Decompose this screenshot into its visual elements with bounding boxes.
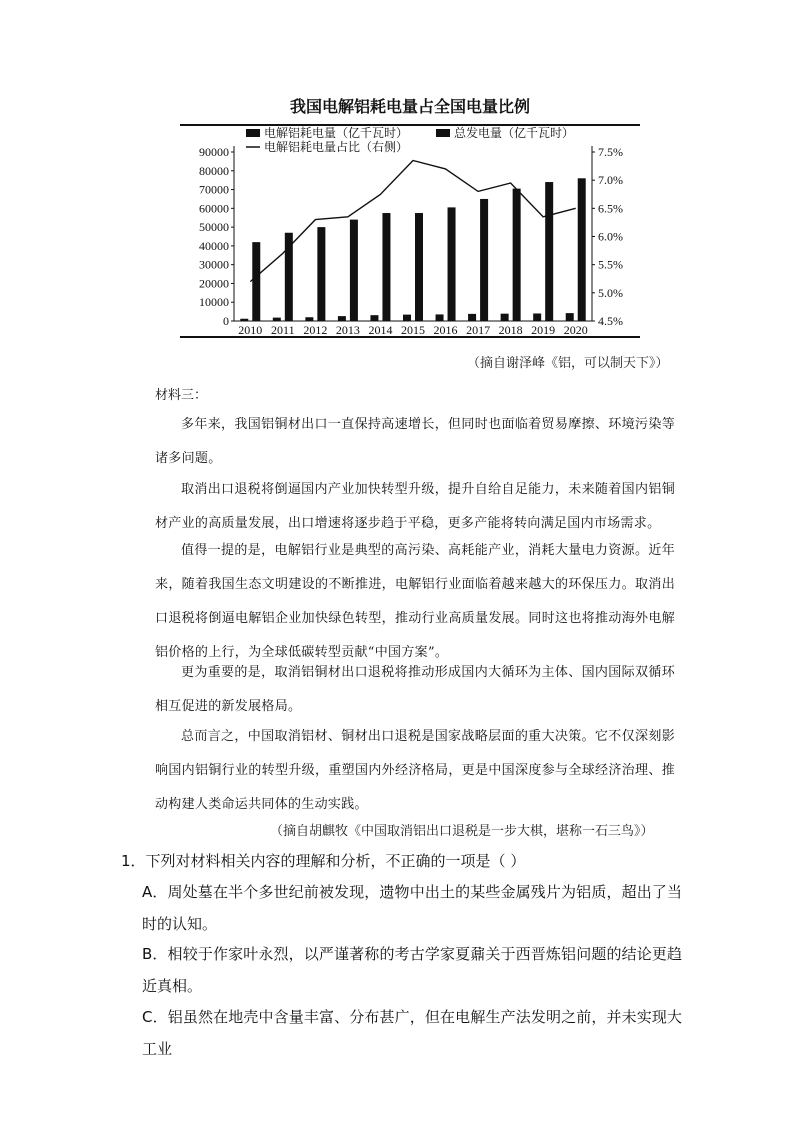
bar-total [480, 199, 488, 321]
bar-total [317, 227, 325, 321]
bar-aluminum [468, 314, 476, 321]
left-tick-label: 0 [223, 314, 229, 328]
left-tick-label: 90000 [199, 145, 229, 159]
left-tick-label: 70000 [199, 182, 229, 197]
bar-aluminum [338, 316, 346, 321]
paragraph-4: 更为重要的是，取消铝铜材出口退税将推动形成国内大循环为主体、国内国际双循环相互促进的新发展格局。 [155, 665, 675, 714]
bar-total [415, 213, 423, 321]
option-b: B．相较于作家叶永烈，以严谨著称的考古学家夏鼐关于西晋炼铝问题的结论更趋近真相。 [142, 945, 682, 995]
right-tick-label: 6.0% [598, 229, 623, 244]
material-label: 材料三： [155, 388, 208, 403]
ratio-line [250, 161, 575, 282]
paragraph-1: 多年来，我国铝铜材出口一直保持高速增长，但同时也面临着贸易摩擦、环境污染等诸多问题。 [155, 417, 675, 466]
left-tick-label: 20000 [199, 276, 229, 291]
legend [246, 125, 574, 154]
x-tick-label: 2016 [433, 323, 458, 337]
bar-total [382, 213, 390, 321]
source-citation-1: （摘自谢泽峰《铝，可以制天下》） [467, 356, 669, 371]
legend-label-ratio: 电解铝耗电量占比（右侧） [264, 140, 409, 154]
source-citation-2: （摘自胡麒牧《中国取消铝出口退税是一步大棋，堪称一石三鸟》） [270, 824, 654, 839]
bar-aluminum [240, 319, 248, 321]
option-c: C．铝虽然在地壳中含量丰富、分布甚广，但在电解生产法发明之前，并未实现大工业 [142, 1008, 682, 1058]
bar-aluminum [370, 315, 378, 321]
bar-total [285, 233, 293, 321]
right-tick-label: 7.5% [598, 145, 623, 159]
left-tick-label: 80000 [199, 163, 229, 178]
bar-aluminum [566, 313, 574, 321]
left-tick-label: 30000 [199, 257, 229, 272]
bar-aluminum [403, 315, 411, 321]
bar-total [448, 207, 456, 321]
right-tick-label: 5.0% [598, 285, 623, 300]
left-tick-label: 60000 [199, 201, 229, 216]
chart [180, 92, 640, 340]
bar-aluminum [501, 314, 509, 321]
right-tick-label: 5.5% [598, 257, 623, 272]
left-tick-label: 40000 [199, 238, 229, 253]
plot-area [199, 145, 623, 337]
paragraph-5: 总而言之，中国取消铝材、铜材出口退税是国家战略层面的重大决策。它不仅深刻影响国内铝铜行业的转型升级，重塑国内外经济格局，更是中国深度参与全球经济治理、推动构建人类命运共同体的生动实践。 [155, 729, 675, 812]
x-tick-label: 2018 [498, 323, 523, 337]
x-tick-label: 2013 [335, 323, 360, 337]
right-tick-label: 7.0% [598, 173, 623, 188]
bar-aluminum [305, 317, 313, 321]
x-tick-label: 2015 [401, 323, 425, 337]
left-tick-label: 50000 [199, 220, 229, 235]
paragraph-2: 取消出口退税将倒逼国内产业加快转型升级，提升自给自足能力，未来随着国内铝铜材产业的高质量发展，出口增速将逐步趋于平稳，更多产能将转向满足国内市场需求。 [155, 482, 675, 531]
question-stem: 1．下列对材料相关内容的理解和分析，不正确的一项是（ ） [121, 852, 526, 870]
x-tick-label: 2019 [531, 323, 556, 337]
x-tick-label: 2017 [466, 323, 491, 337]
bar-total [350, 220, 358, 321]
bar-aluminum [273, 318, 281, 321]
legend-swatch-aluminum [246, 129, 260, 137]
bar-total [252, 242, 260, 321]
x-tick-label: 2014 [368, 323, 393, 337]
legend-label-aluminum: 电解铝耗电量（亿千瓦时） [264, 126, 409, 140]
right-tick-label: 4.5% [598, 314, 623, 328]
legend-swatch-total [436, 129, 450, 137]
bar-aluminum [533, 313, 541, 321]
paragraph-3: 值得一提的是，电解铝行业是典型的高污染、高耗能产业，消耗大量电力资源。近年来，随着我国生态文明建设的不断推进，电解铝行业面临着越来越大的环保压力。取消出口退税将倒逼电解铝企业加快绿色转型，推动行业高质量发展。同时这也将推动海外电解铝价格的上行，为全球低碳转型贡献“中国方案”。 [155, 543, 675, 660]
x-tick-label: 2010 [238, 323, 263, 337]
bar-total [545, 182, 553, 321]
bar-total [578, 178, 586, 321]
x-tick-label: 2011 [271, 323, 295, 337]
bar-aluminum [436, 314, 444, 321]
left-tick-label: 10000 [199, 295, 229, 310]
legend-label-total: 总发电量（亿千瓦时） [454, 126, 575, 140]
right-tick-label: 6.5% [598, 201, 623, 216]
x-tick-label: 2012 [303, 323, 328, 337]
x-tick-label: 2020 [563, 323, 588, 337]
bar-total [513, 189, 521, 321]
chart-title: 我国电解铝耗电量占全国电量比例 [289, 99, 531, 116]
option-a: A．周处墓在半个多世纪前被发现，遗物中出土的某些金属残片为铝质，超出了当时的认知。 [142, 883, 682, 933]
